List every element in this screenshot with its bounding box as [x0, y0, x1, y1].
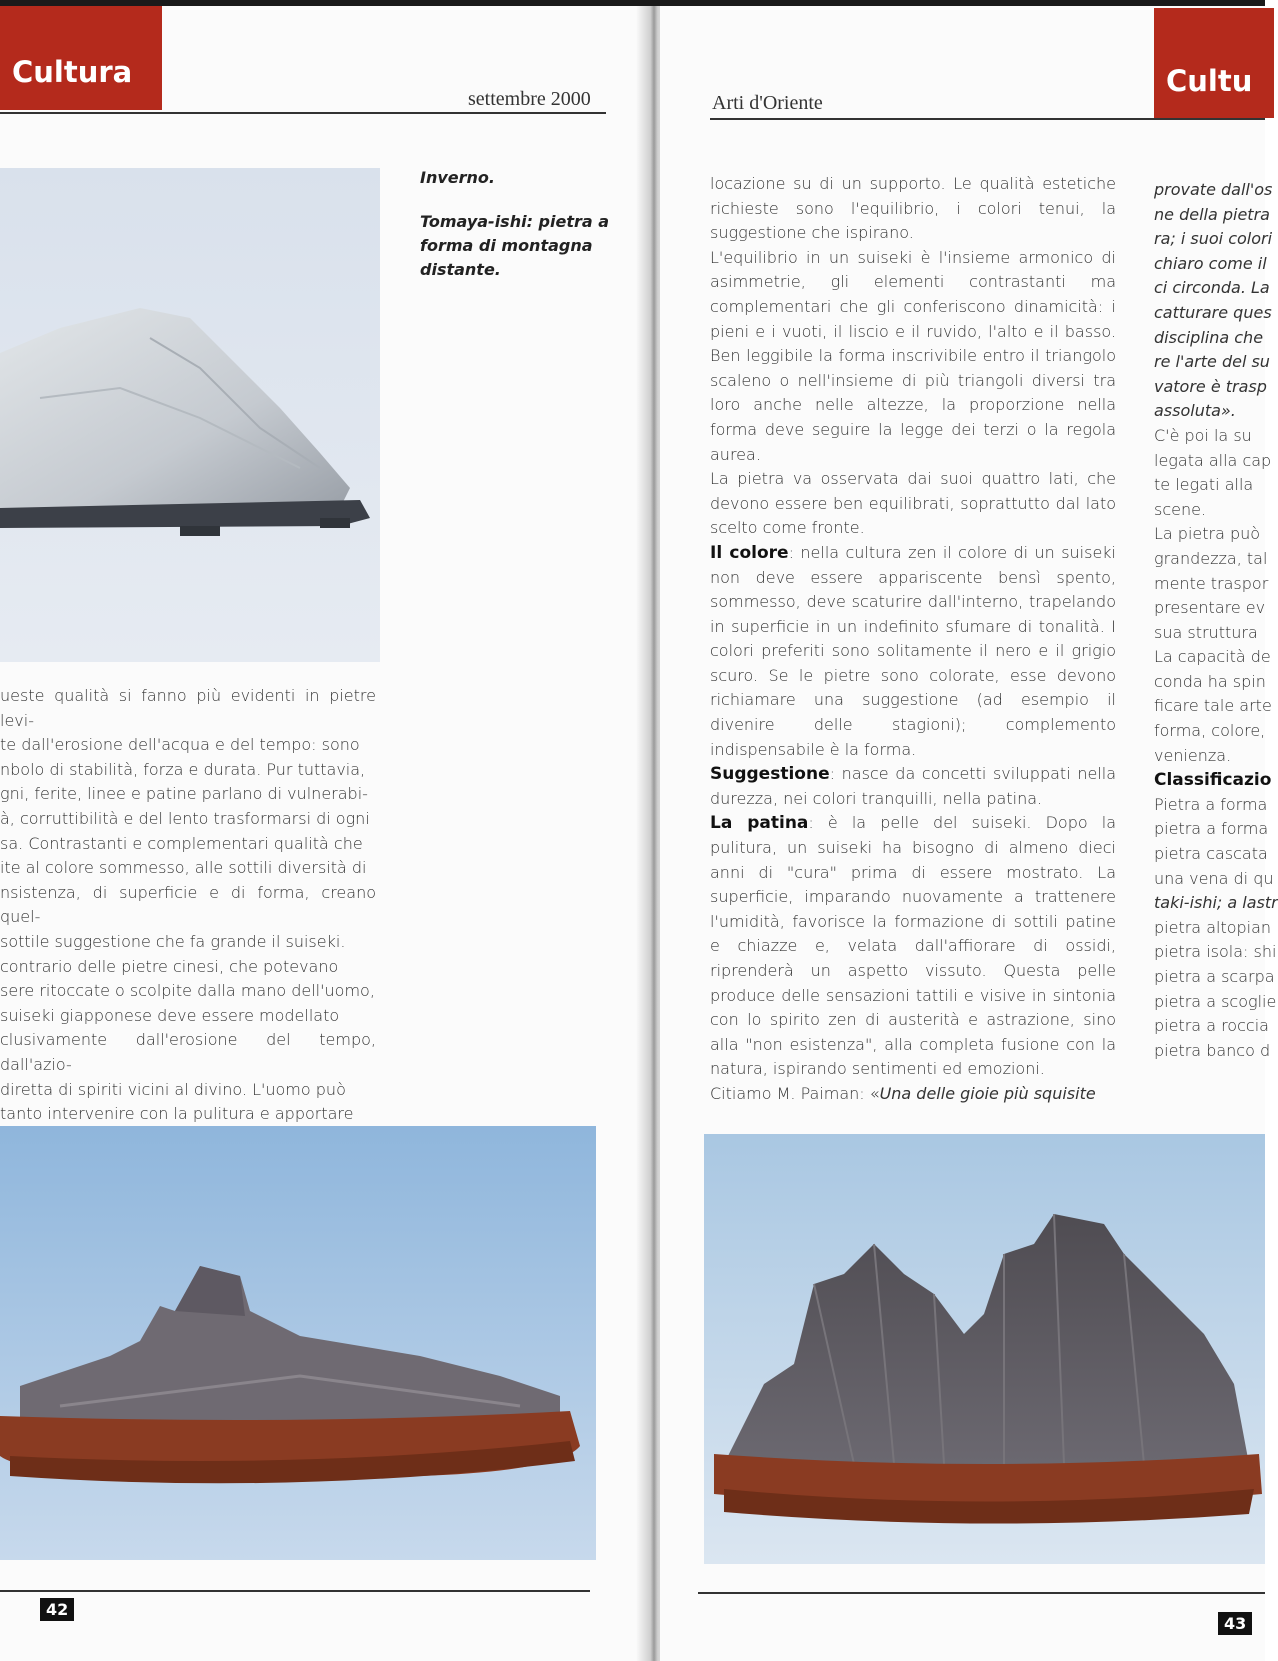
- paragraph-text: : nasce da concetti sviluppati nella durezza, nei colori tranquilli, nella patina.: [710, 764, 1116, 808]
- text-line: pietra altopian: [1154, 917, 1272, 937]
- text-line: chiaro come il: [1154, 253, 1267, 273]
- quote-intro: Citiamo M. Paiman: «: [710, 1083, 880, 1103]
- text-line: pietra a scoglie: [1154, 991, 1277, 1011]
- text-line: sa. Contrastanti e complementari qualità che: [0, 833, 363, 853]
- paragraph: [710, 1082, 1116, 1107]
- header-date: settembre 2000: [468, 88, 591, 110]
- text-line: re l'arte del su: [1154, 352, 1270, 372]
- text-line: grandezza, tal: [1154, 548, 1268, 568]
- text-line: mente traspor: [1154, 573, 1269, 593]
- text-line: scene.: [1154, 499, 1207, 519]
- section-tab-right: Cultu: [1154, 8, 1274, 118]
- text-line: pietra cascata: [1154, 844, 1268, 864]
- text-line: La capacità de: [1154, 647, 1271, 667]
- caption-body: Tomaya-ishi: pietra a forma di montagna distante.: [420, 212, 610, 279]
- text-line: pietra isola: shi: [1154, 942, 1277, 962]
- text-line: diretta di spiriti vicini al divino. L'uomo può: [0, 1079, 346, 1099]
- text-line: sere ritoccate o scolpite dalla mano dell'uomo,: [0, 981, 375, 1001]
- text-line: disciplina che: [1154, 327, 1264, 347]
- scan-top-edge: [0, 0, 1265, 6]
- header-rule-right: [710, 118, 1265, 120]
- photo-twin-peak-stone: [704, 1134, 1265, 1564]
- text-line: C'è poi la su: [1154, 425, 1252, 445]
- text-line: conda ha spin: [1154, 671, 1266, 691]
- text-line: nsistenza, di superficie e di forma, creano quel-: [0, 882, 376, 927]
- text-line: te dall'erosione dell'acqua e del tempo: sono: [0, 735, 360, 755]
- paragraph-lead: Suggestione: [710, 764, 830, 785]
- text-line: catturare ques: [1154, 302, 1272, 322]
- right-main-column: [710, 172, 1116, 1107]
- paragraph-text: L'equilibrio in un suiseki è l'insieme armonico di asimmetrie, gli elementi contrastanti ma complementari che gli conferiscono dinamicità: i pieni e i vuoti, il liscio e il ruvido, l'alto e il basso. Ben leggibile la forma inscrivibile entro il triangolo scaleno o nell'insieme di più triangoli diversi tra loro anche nelle altezze, la proporzione nella forma deve seguire la legge dei terzi o la regola aurea.: [710, 247, 1116, 464]
- paragraph: [710, 172, 1116, 246]
- text-line: sua struttura: [1154, 622, 1258, 642]
- section-tab-left: Cultura: [0, 0, 162, 110]
- caption-title: Inverno.: [420, 168, 495, 187]
- paragraph: [710, 467, 1116, 541]
- text-line: una vena di qu: [1154, 868, 1274, 888]
- paragraph-lead: La patina: [710, 813, 809, 834]
- paragraph: [710, 246, 1116, 467]
- text-line: pietra a scarpa: [1154, 967, 1275, 986]
- text-line: ite al colore sommesso, alle sottili diversità di: [0, 858, 367, 878]
- text-line: legata alla cap: [1154, 450, 1272, 470]
- text-line: forma, colore,: [1154, 721, 1266, 741]
- text-line: à, corruttibilità e del lento trasformarsi di ogni: [0, 808, 370, 828]
- footer-rule-left: [0, 1590, 590, 1592]
- text-line: pietra banco d: [1154, 1040, 1271, 1060]
- text-line: La pietra può: [1154, 524, 1261, 544]
- page-number-left: 42: [40, 1598, 74, 1621]
- text-line: tanto intervenire con la pulitura e apportare: [0, 1104, 354, 1124]
- text-line: ficare tale arte: [1154, 696, 1272, 716]
- text-line: ne della pietra: [1154, 204, 1270, 224]
- paragraph-text: locazione su di un supporto. Le qualità estetiche richieste sono l'equilibrio, i colori tenui, la suggestione che ispirano.: [710, 174, 1116, 243]
- text-line: sottile suggestione che fa grande il suiseki.: [0, 931, 346, 951]
- footer-rule-right: [698, 1592, 1265, 1594]
- left-body-column: [0, 684, 376, 1151]
- text-line: ci circonda. La: [1154, 278, 1270, 298]
- paragraph-lead: Il colore: [710, 542, 789, 563]
- quote-text: Una delle gioie più squisite: [879, 1083, 1096, 1103]
- photo-plateau-stone: [0, 1126, 596, 1560]
- text-line: nbolo di stabilità, forza e durata. Pur tuttavia,: [0, 759, 366, 779]
- text-line: pietra a forma: [1154, 819, 1269, 839]
- classification-heading: Classificazio: [1154, 770, 1272, 791]
- text-line: vatore è trasp: [1154, 376, 1267, 396]
- text-line: gni, ferite, linee e patine parlano di vulnerabi-: [0, 784, 368, 804]
- text-line: contrario delle pietre cinesi, che potevano: [0, 956, 339, 976]
- header-rule-left: [0, 112, 606, 114]
- text-line: ra; i suoi colori: [1154, 229, 1273, 249]
- text-line: ueste qualità si fanno più evidenti in pietre levi-: [0, 686, 376, 730]
- paragraph: [710, 762, 1116, 811]
- paragraph: [710, 811, 1116, 1082]
- paragraph-text: La pietra va osservata dai suoi quattro lati, che devono essere ben equilibrati, soprattutto dal lato scelto come fronte.: [710, 469, 1116, 538]
- text-line: Pietra a forma: [1154, 794, 1268, 814]
- photo-winter-stone: [0, 168, 380, 662]
- text-line: assoluta».: [1154, 401, 1236, 421]
- text-line: clusivamente dall'erosione del tempo, dall'azio-: [0, 1030, 376, 1074]
- paragraph: [710, 541, 1116, 762]
- right-edge-column: [1154, 178, 1278, 1063]
- text-line: taki-ishi; a lastr: [1154, 893, 1278, 913]
- header-magazine: Arti d'Oriente: [712, 92, 823, 114]
- text-line: te legati alla: [1154, 475, 1254, 495]
- page-number-right: 43: [1218, 1612, 1252, 1635]
- photo-caption: [420, 166, 620, 302]
- text-line: presentare ev: [1154, 598, 1266, 618]
- text-line: provate dall'os: [1154, 180, 1273, 199]
- paragraph-text: : è la pelle del suiseki. Dopo la pulitura, un suiseki ha bisogno di almeno dieci anni di "cura" prima di essere mostrato. La superficie, imparando nuovamente a trattenere l'umidità, favorisce la formazione di sottili patine e chiazze e, velata dall'affiorare di ossidi, riprenderà un aspetto vissuto. Questa pelle produce delle sensazioni tattili e visive in sintonia con lo spirito zen di austerità e astrazione, sino alla "non esistenza", alla completa fusione con la natura, ispirando sentimenti ed emozioni.: [710, 813, 1116, 1079]
- paragraph-text: : nella cultura zen il colore di un suiseki non deve essere appariscente bensì spento, sommesso, deve scaturire dall'interno, trapelando in superficie in un indefinito sfumare di tonalità. I colori preferiti sono solitamente il nero e il grigio scuro. Se le pietre sono colorate, esse devono richiamare una suggestione (ad esempio il divenire delle stagioni); complemento indispensabile è la forma.: [710, 542, 1116, 759]
- text-line: venienza.: [1154, 745, 1232, 765]
- text-line: suiseki giapponese deve essere modellato: [0, 1005, 340, 1025]
- text-line: pietra a roccia: [1154, 1016, 1269, 1036]
